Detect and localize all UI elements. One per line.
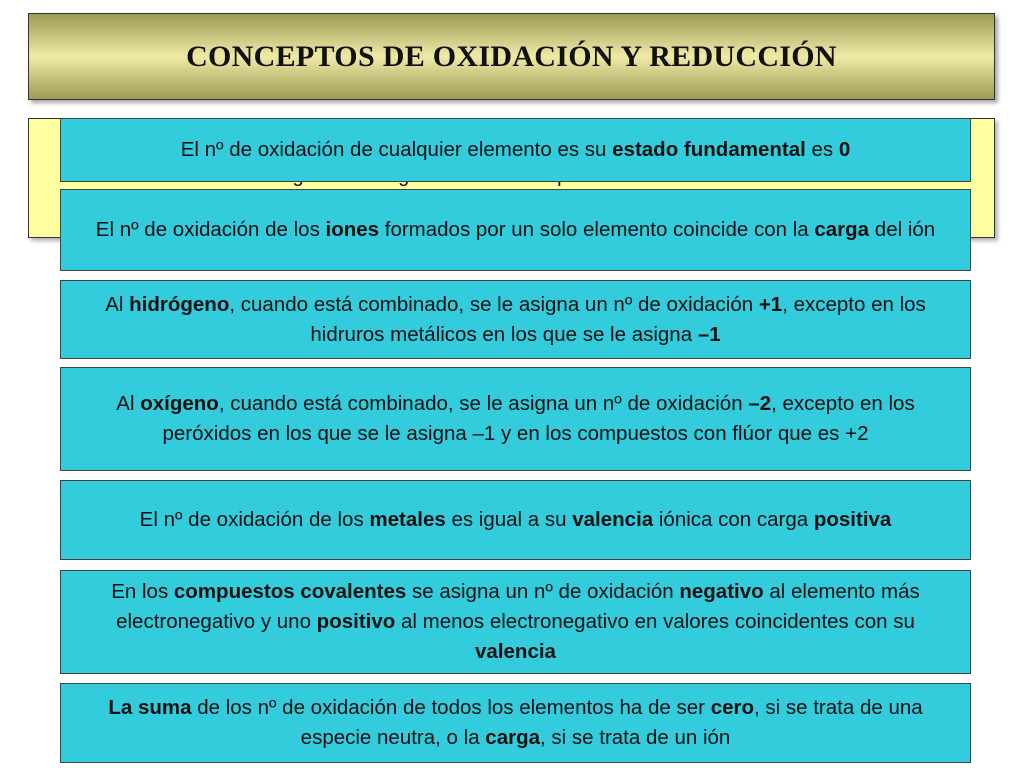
rule-box-metals bbox=[60, 480, 971, 560]
rule-text-segment: , si se trata de una especie neutra, o la bbox=[300, 696, 923, 749]
rule-text-bold: valencia bbox=[475, 640, 556, 663]
rule-text-bold: La suma bbox=[108, 696, 192, 719]
rule-text-bold: carga bbox=[814, 218, 870, 241]
rule-text-segment: al elemento más electronegativo y uno bbox=[116, 580, 920, 633]
rule-text bbox=[75, 693, 956, 753]
rule-text-bold: iones bbox=[325, 218, 380, 241]
rule-text-bold: estado fundamental bbox=[612, 138, 806, 161]
rule-text-segment: Al bbox=[116, 392, 141, 415]
page-title: CONCEPTOS DE OXIDACIÓN Y REDUCCIÓN bbox=[186, 39, 837, 73]
rule-text-bold: +1 bbox=[758, 292, 783, 316]
rule-text-bold: positivo bbox=[316, 610, 396, 633]
rule-box-ions bbox=[60, 189, 971, 271]
rule-box-sum bbox=[60, 683, 971, 763]
rule-text-segment: del ión bbox=[869, 218, 936, 241]
rule-text-bold: metales bbox=[369, 508, 446, 531]
title-bar bbox=[28, 13, 995, 100]
rule-text-bold: –1 bbox=[697, 322, 721, 346]
rule-text-segment: al menos electronegativo en valores coincidentes con su bbox=[395, 610, 915, 633]
rule-text bbox=[75, 577, 956, 667]
rule-text bbox=[75, 290, 956, 350]
rule-text-segment: En los bbox=[111, 580, 174, 603]
rule-text bbox=[140, 505, 892, 535]
rule-text bbox=[181, 135, 851, 165]
rule-text-bold: oxígeno bbox=[140, 392, 219, 415]
rule-text-bold: –2 bbox=[748, 392, 772, 415]
rule-text-bold: valencia bbox=[572, 508, 654, 531]
rule-box-hydrogen bbox=[60, 280, 971, 359]
rule-text-segment: El nº de oxidación de los bbox=[139, 508, 370, 531]
rule-text-bold: compuestos covalentes bbox=[173, 580, 407, 603]
rule-text bbox=[75, 389, 956, 449]
rule-text-segment: , cuando está combinado, se le asigna un nº de oxidación bbox=[229, 292, 759, 316]
rule-text-segment: , excepto en los peróxidos en los que se le asigna –1 y en los compuestos con flúor que es +2 bbox=[162, 392, 915, 445]
rule-text-segment: es igual a su bbox=[445, 508, 573, 531]
rule-text-bold: carga bbox=[485, 726, 541, 749]
rule-text-segment: , excepto en los hidruros metálicos en los que se le asigna bbox=[310, 292, 926, 346]
rule-text-segment: , cuando está combinado, se le asigna un nº de oxidación bbox=[218, 392, 749, 415]
rule-text-segment: El nº de oxidación de los bbox=[95, 218, 326, 241]
rule-text-bold: 0 bbox=[838, 138, 851, 161]
rule-text bbox=[96, 215, 935, 245]
rule-text-segment: de los nº de oxidación de todos los elementos ha de ser bbox=[191, 696, 711, 719]
rule-text-segment: se asigna un nº de oxidación bbox=[406, 580, 680, 603]
rule-text-segment: iónica con carga bbox=[653, 508, 814, 531]
rule-text-segment: es bbox=[805, 138, 839, 161]
rule-text-segment: Al bbox=[105, 292, 130, 316]
rule-text-bold: cero bbox=[710, 696, 754, 719]
rule-text-segment: formados por un solo elemento coincide con la bbox=[379, 218, 815, 241]
rule-box-covalent bbox=[60, 570, 971, 674]
rule-text-bold: hidrógeno bbox=[129, 292, 230, 316]
rule-box-oxygen bbox=[60, 367, 971, 471]
rule-text-bold: negativo bbox=[679, 580, 764, 603]
rule-text-bold: positiva bbox=[813, 508, 892, 531]
rule-text-segment: El nº de oxidación de cualquier elemento es su bbox=[180, 138, 613, 161]
rule-box-ground-state bbox=[60, 118, 971, 182]
rule-text-segment: , si se trata de un ión bbox=[540, 726, 731, 749]
